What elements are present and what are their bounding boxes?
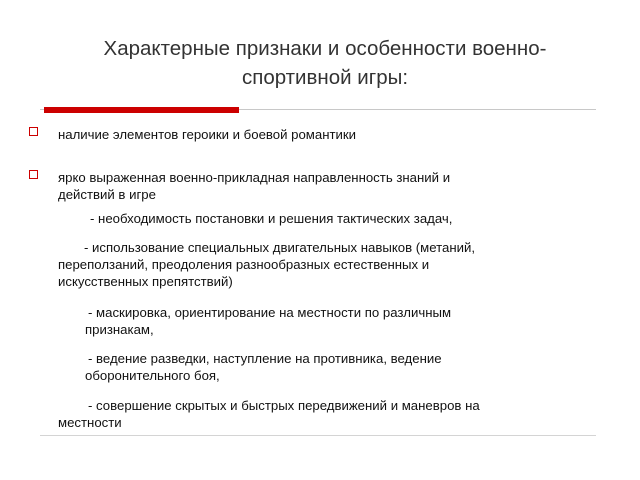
sub-item-2	[58, 239, 578, 290]
sub-item-text: оборонительного боя,	[85, 368, 220, 383]
sub-item-text: - использование специальных двигательных навыков (метаний,	[84, 240, 476, 255]
sub-item-text: - необходимость постановки и решения тактических задач,	[90, 211, 453, 226]
square-bullet-icon	[29, 170, 38, 179]
bottom-divider-line	[40, 435, 596, 436]
title-line-1: Характерные признаки и особенности военно-	[103, 37, 547, 60]
bullet-item-text: действий в игре	[58, 187, 156, 202]
sub-item-text: местности	[58, 415, 122, 430]
sub-item-4	[58, 350, 578, 384]
sub-item-text: - ведение разведки, наступление на противника, ведение	[88, 351, 442, 366]
bullet-item-text: ярко выраженная военно-прикладная направленность знаний и	[58, 170, 451, 185]
title-accent-bar	[44, 107, 239, 113]
bullet-item-text: наличие элементов героики и боевой романтики	[58, 127, 357, 142]
slide-title	[40, 34, 610, 92]
sub-item-3	[58, 304, 578, 338]
bullet-item-1	[58, 126, 578, 143]
sub-item-text: признакам,	[85, 322, 154, 337]
sub-item-5	[58, 397, 578, 431]
square-bullet-icon	[29, 127, 38, 136]
sub-item-text: переползаний, преодоления разнообразных естественных и	[58, 257, 430, 272]
sub-item-text: искусственных препятствий)	[58, 274, 233, 289]
title-line-2: спортивной игры:	[241, 66, 409, 89]
sub-item-text: - совершение скрытых и быстрых передвижений и маневров на	[88, 398, 480, 413]
sub-item-text: - маскировка, ориентирование на местности по различным	[88, 305, 452, 320]
bullet-item-2	[58, 169, 578, 203]
sub-item-1	[58, 210, 578, 227]
